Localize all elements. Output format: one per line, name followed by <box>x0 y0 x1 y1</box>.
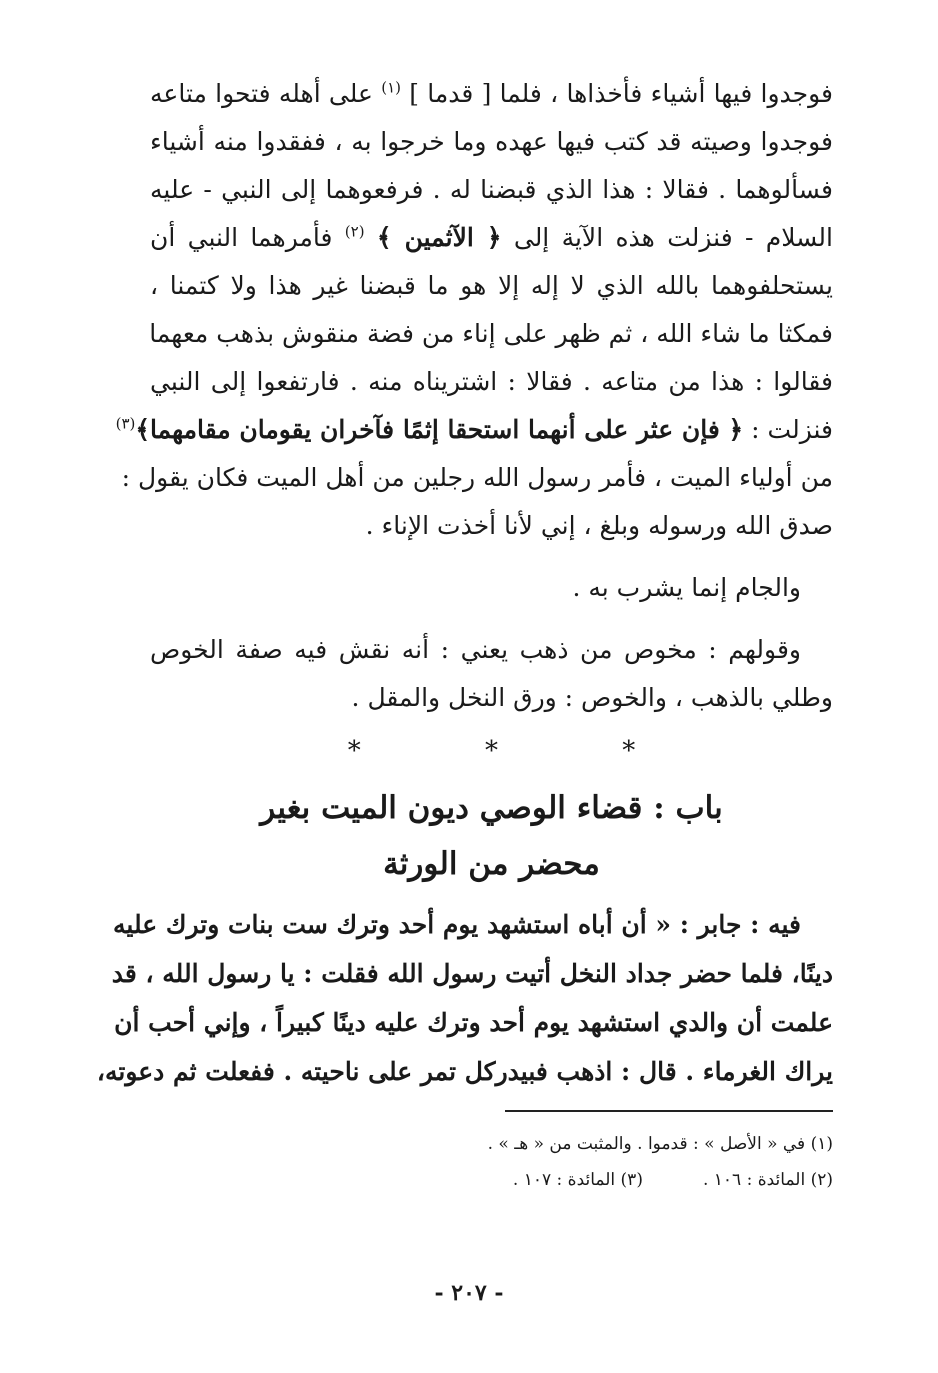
section-separator: * * * <box>347 736 694 766</box>
footnote-divider <box>505 1110 833 1112</box>
narrative-paragraph <box>115 70 833 550</box>
text-line: وطلي بالذهب ، والخوص : ورق النخل والمقل . <box>351 683 833 712</box>
footnote-ref: (١) <box>381 78 401 97</box>
text-line: فوجدوا فيها أشياء فأخذاها ، فلما [ قدما ] $^{(١)}$ على أهله فتحوا متاعه <box>150 78 833 108</box>
footnote-row <box>150 1162 833 1198</box>
chapter-title-line: باب : قضاء الوصي ديون الميت بغير <box>260 790 723 826</box>
page-number: - ٢٠٧ - <box>434 1280 504 1306</box>
chapter-title-line: محضر من الورثة <box>383 846 600 882</box>
quran-quote: ﴿ الآثمين ﴾ <box>376 223 502 252</box>
text-line: من أولياء الميت ، فأمر رسول الله رجلين من أهل الميت فكان يقول : <box>121 463 833 492</box>
footnotes <box>150 1126 833 1198</box>
footnote-ref: (٣) <box>115 414 136 433</box>
text-line: فنزلت : ﴿ فإن عثر على أنهما استحقا إثمًا فآخران يقومان مقامهما﴾$^{(٣)}$ <box>115 414 833 444</box>
text-line: يراك الغرماء . قال : اذهب فبيدركل تمر على ناحيته . ففعلت ثم دعوته، <box>96 1057 833 1086</box>
footnote: (٣) المائدة : ١٠٧ . <box>512 1170 643 1190</box>
footnote: (٢) المائدة : ١٠٦ . <box>702 1170 833 1190</box>
footnote-ref: (٢) <box>344 222 365 241</box>
text-line: علمت أن والدي استشهد يوم أحد وترك عليه دينًا كبيراً ، وإني أحب أن <box>114 1008 833 1037</box>
text-line: دينًا، فلما حضر جداد النخل أتيت رسول الله فقلت : يا رسول الله ، قد <box>111 959 833 988</box>
text-line: وقولهم : مخوص من ذهب يعني : أنه نقش فيه صفة الخوص <box>150 635 801 664</box>
text-line: فوجدوا وصيته قد كتب فيها عهده وما خرجوا به ، ففقدوا منه أشياء <box>150 127 833 156</box>
text-line: فيه : جابر : « أن أباه استشهد يوم أحد وترك ست بنات وترك عليه <box>113 910 801 939</box>
text-line: فقالوا : هذا من متاعه . فقالا : اشتريناه منه . فارتفعوا إلى النبي <box>150 367 833 396</box>
hadith-paragraph <box>96 900 833 1096</box>
text-line: فمكثا ما شاء الله ، ثم ظهر على إناء من فضة منقوش بذهب معهما <box>149 319 833 348</box>
footnote: (١) في « الأصل » : قدموا . والمثبت من « هـ » . <box>487 1134 833 1154</box>
text-line: فسألوهما . فقالا : هذا الذي قبضنا له . فرفعوهما إلى النبي - عليه <box>150 175 833 204</box>
quran-quote: ﴿ فإن عثر على أنهما استحقا إثمًا فآخران يقومان مقامهما﴾ <box>135 415 744 444</box>
text-line: السلام - فنزلت هذه الآية إلى ﴿ الآثمين ﴾ $^{(٢)}$ فأمرهما النبي أن <box>150 222 833 252</box>
text-line: صدق الله ورسوله وبلغ ، إني لأنا أخذت الإناء . <box>365 511 833 540</box>
note-paragraph <box>150 564 833 612</box>
chapter-heading <box>150 780 833 892</box>
text-line: يستحلفوهما بالله الذي لا إله إلا هو ما قبضنا غير هذا ولا كتمنا ، <box>150 271 833 300</box>
note-paragraph <box>150 626 833 722</box>
text-line: والجام إنما يشرب به . <box>572 573 801 602</box>
